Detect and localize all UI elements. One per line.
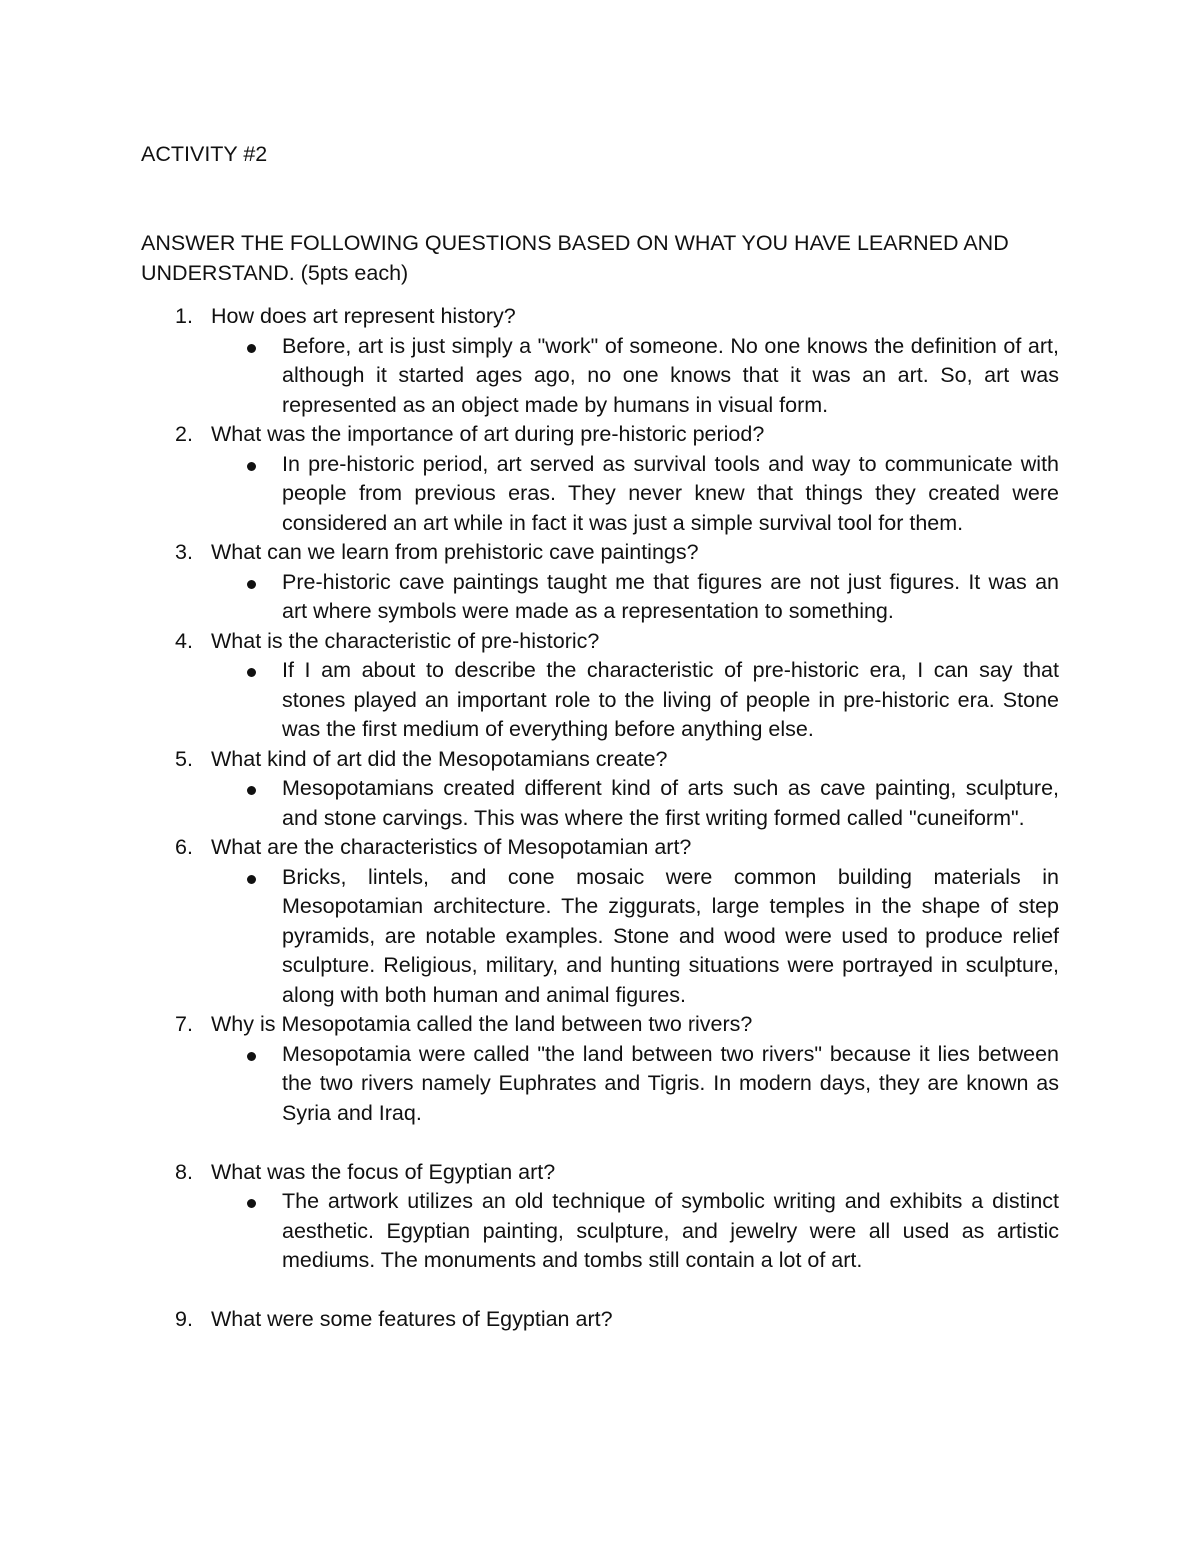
bullet-icon	[247, 1199, 256, 1208]
question-number: 4.	[175, 628, 193, 653]
bullet-icon	[247, 875, 256, 884]
question-number: 3.	[175, 540, 193, 564]
question-number: 5.	[175, 746, 193, 771]
question-number: 8.	[175, 1159, 193, 1184]
question-item-1	[141, 302, 1059, 332]
bullet-icon	[247, 1052, 256, 1061]
document-page	[141, 140, 1059, 1335]
question-text: What is the characteristic of pre-historic?	[211, 628, 600, 653]
question-text: What can we learn from prehistoric cave paintings?	[211, 540, 699, 564]
answer-text: Before, art is just simply a "work" of someone. No one knows the definition of art, although it started ages ago, no one knows that it was an art. So, art was represented as an object made by humans in visual form.	[282, 333, 1059, 417]
bullet-icon	[247, 786, 256, 795]
question-text: What was the importance of art during pre-historic period?	[211, 422, 765, 446]
question-text: What were some features of Egyptian art?	[211, 1307, 613, 1331]
bullet-icon	[247, 344, 256, 353]
question-item-9	[141, 1305, 1059, 1335]
bullet-icon	[247, 668, 256, 677]
question-text: How does art represent history?	[211, 304, 516, 328]
question-text: What kind of art did the Mesopotamians create?	[211, 746, 668, 771]
answer-text: Mesopotamians created different kind of arts such as cave painting, sculpture, and stone carvings. This was where the first writing formed called "cuneiform".	[282, 776, 1059, 830]
answer-item-2	[141, 450, 1059, 539]
question-number: 1.	[175, 304, 193, 328]
question-text: What was the focus of Egyptian art?	[211, 1159, 556, 1184]
question-text: Why is Mesopotamia called the land between two rivers?	[211, 1012, 753, 1036]
answer-text: The artwork utilizes an old technique of symbolic writing and exhibits a distinct aesthetic. Egyptian painting, sculpture, and jewelry were all used as artistic mediums. The monuments and tombs still contain a lot of art.	[282, 1189, 1059, 1272]
question-item-2	[141, 420, 1059, 450]
instructions: ANSWER THE FOLLOWING QUESTIONS BASED ON WHAT YOU HAVE LEARNED AND UNDERSTAND. (5pts each)	[141, 231, 1009, 285]
bullet-icon	[247, 462, 256, 471]
question-item-5	[141, 745, 1059, 775]
question-number: 2.	[175, 422, 193, 446]
answer-text: Mesopotamia were called "the land between two rivers" because it lies between the two rivers namely Euphrates and Tigris. In modern days, they are known as Syria and Iraq.	[282, 1041, 1059, 1125]
answer-item-5	[141, 774, 1059, 833]
answer-item-4	[141, 656, 1059, 745]
question-number: 9.	[175, 1307, 193, 1331]
answer-item-3	[141, 568, 1059, 627]
question-list	[141, 302, 1059, 1335]
activity-title: ACTIVITY #2	[141, 142, 268, 166]
answer-text: If I am about to describe the characteristic of pre-historic era, I can say that stones played an important role to the living of people in pre-historic era. Stone was the first medium of everything before anything else.	[282, 658, 1059, 741]
question-item-8	[141, 1158, 1059, 1188]
answer-item-6	[141, 863, 1059, 1011]
question-text: What are the characteristics of Mesopotamian art?	[211, 835, 692, 859]
question-number: 7.	[175, 1012, 193, 1036]
question-item-3	[141, 538, 1059, 568]
question-number: 6.	[175, 835, 193, 859]
bullet-icon	[247, 580, 256, 589]
question-item-6	[141, 833, 1059, 863]
answer-item-7	[141, 1040, 1059, 1129]
answer-item-1	[141, 332, 1059, 421]
answer-text: In pre-historic period, art served as survival tools and way to communicate with people from previous eras. They never knew that things they created were considered an art while in fact it was just a simple survival tool for them.	[282, 451, 1059, 535]
answer-text: Pre-historic cave paintings taught me that figures are not just figures. It was an art where symbols were made as a representation to something.	[282, 569, 1059, 623]
answer-item-8	[141, 1187, 1059, 1276]
question-item-7	[141, 1010, 1059, 1040]
question-item-4	[141, 627, 1059, 657]
answer-text: Bricks, lintels, and cone mosaic were common building materials in Mesopotamian architecture. The ziggurats, large temples in the shape of step pyramids, are notable examples. Stone and wood were used to produce relief sculpture. Religious, military, and hunting situations were portrayed in sculpture, along with both human and animal figures.	[282, 864, 1059, 1007]
